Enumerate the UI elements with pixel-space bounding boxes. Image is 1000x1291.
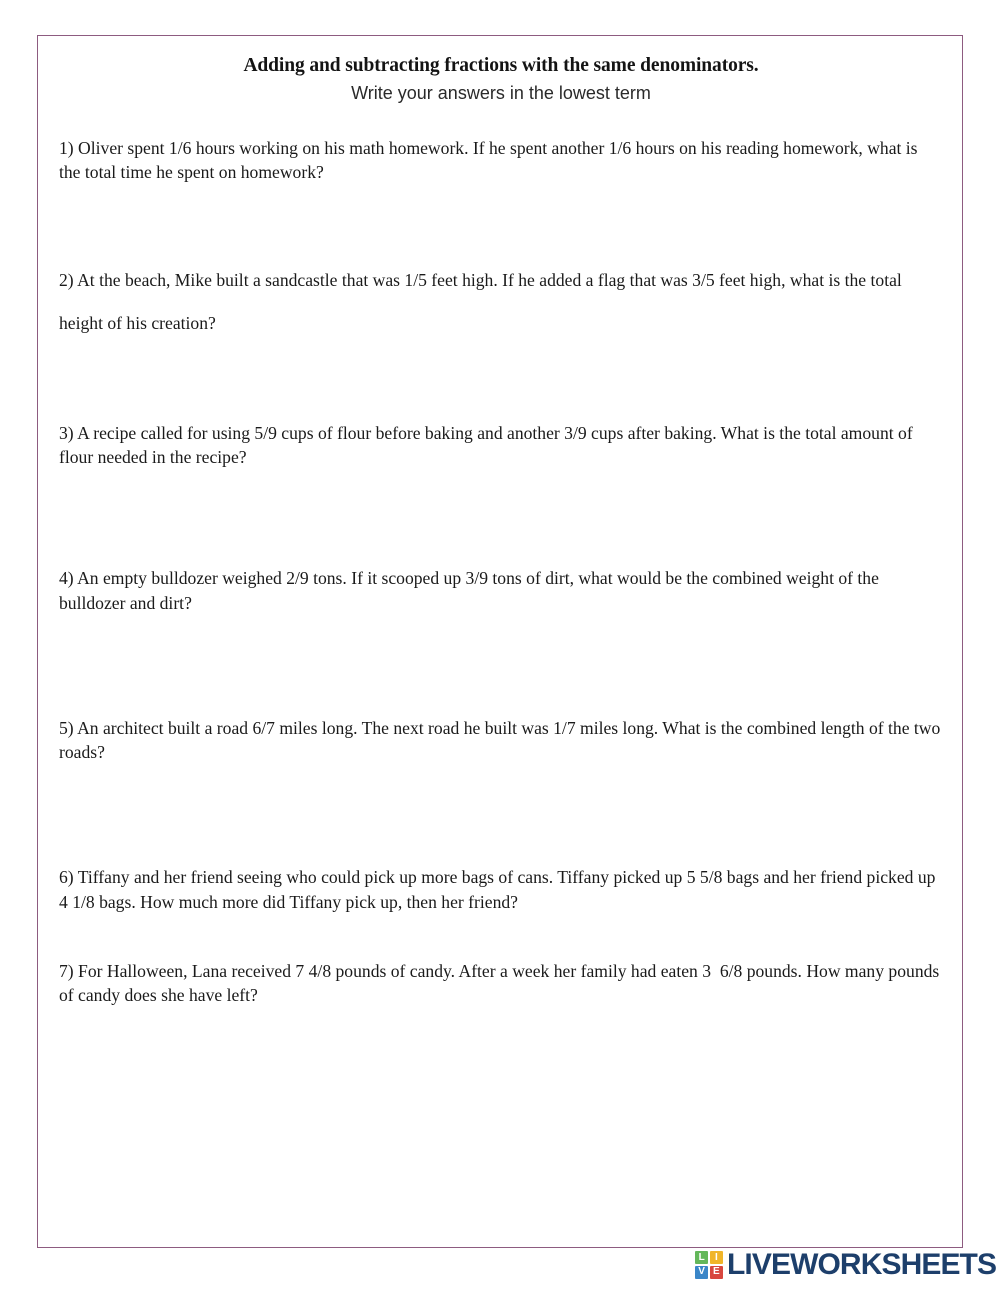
page-subtitle: Write your answers in the lowest term [351, 83, 651, 104]
logo-tile-l: L [695, 1251, 708, 1264]
logo-tile-v: V [695, 1266, 708, 1279]
liveworksheets-wordmark: LIVEWORKSHEETS [727, 1248, 997, 1281]
worksheet-header [38, 54, 964, 106]
logo-tile-e: E [710, 1266, 723, 1279]
page-title: Adding and subtracting fractions with the same denominators. [243, 55, 759, 76]
worksheet-frame [37, 35, 963, 1248]
question-item-5: 5) An architect built a road 6/7 miles long. The next road he built was 1/7 miles long. What is the combined length of the two roads? [59, 717, 945, 763]
question-item-7: 7) For Halloween, Lana received 7 4/8 pounds of candy. After a week her family had eaten 3 6/8 pounds. How many pounds of candy does she have left? [59, 960, 944, 1006]
liveworksheets-logo [694, 1250, 996, 1280]
question-item-1: 1) Oliver spent 1/6 hours working on his math homework. If he spent another 1/6 hours on his reading homework, what is the total time he spent on homework? [59, 138, 922, 183]
question-item-4: 4) An empty bulldozer weighed 2/9 tons. If it scooped up 3/9 tons of dirt, what would be the combined weight of the bulldozer and dirt? [59, 568, 884, 613]
question-item-6: 6) Tiffany and her friend seeing who could pick up more bags of cans. Tiffany picked up 5 5/8 bags and her friend picked up 4 1/8 bags. How much more did Tiffany pick up, then her friend? [59, 867, 940, 912]
question-list [59, 136, 943, 1025]
liveworksheets-logo-icon [694, 1250, 724, 1280]
logo-tile-i: I [710, 1251, 723, 1264]
question-item-2: 2) At the beach, Mike built a sandcastle that was 1/5 feet high. If he added a flag that was 3/5 feet high, what is the total height of his creation? [59, 269, 907, 333]
question-item-3: 3) A recipe called for using 5/9 cups of flour before baking and another 3/9 cups after baking. What is the total amount of flour needed in the recipe? [59, 422, 918, 467]
